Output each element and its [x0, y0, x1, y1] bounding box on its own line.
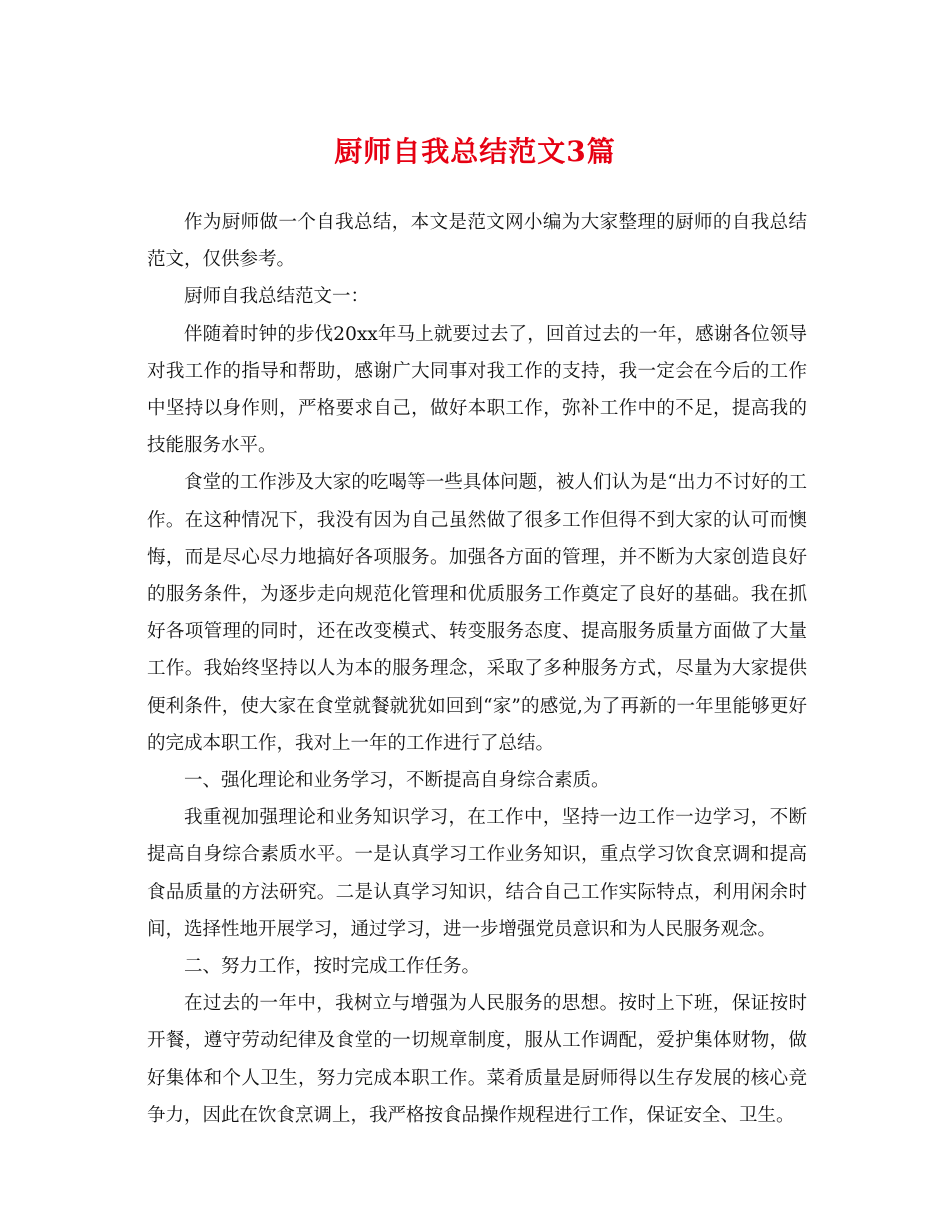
subheading-work: 二、努力工作，按时完成工作任务。	[184, 956, 481, 978]
body-paragraph: 在过去的一年中，我树立与增强为人民服务的思想。按时上下班，保证按时开餐，遵守劳动纪律及食堂的一切规章制度，服从工作调配，爱护集体财物，做好集体和个人卫生，努力完成本职工作。菜肴质量是厨师得以生存发展的核心竞争力，因此在饮食烹调上，我严格按食品操作规程进行工作，保证安全、卫生。	[147, 993, 807, 1126]
body-paragraph: 食堂的工作涉及大家的吃喝等一些具体问题，被人们认为是“出力不讨好的工作。在这种情况下，我没有因为自己虽然做了很多工作但得不到大家的认可而懊悔，而是尽心尽力地搞好各项服务。加强各方面的管理，并不断为大家创造良好的服务条件，为逐步走向规范化管理和优质服务工作奠定了良好的基础。我在抓好各项管理的同时，还在改变模式、转变服务态度、提高服务质量方面做了大量工作。我始终坚持以人为本的服务理念，采取了多种服务方式，尽量为大家提供便利条件，使大家在食堂就餐就犹如回到“家”的感觉,为了再新的一年里能够更好的完成本职工作，我对上一年的工作进行了总结。	[147, 472, 807, 754]
body-paragraph: 伴随着时钟的步伐20xx年马上就要过去了，回首过去的一年，感谢各位领导对我工作的指导和帮助，感谢广大同事对我工作的支持，我一定会在今后的工作中坚持以身作则，严格要求自己，做好本职工作，弥补工作中的不足，提高我的技能服务水平。	[147, 323, 807, 457]
document-title: 厨师自我总结范文3篇	[334, 135, 616, 168]
section-heading-sample-one: 厨师自我总结范文一：	[184, 286, 370, 308]
subheading-study: 一、强化理论和业务学习，不断提高自身综合素质。	[184, 770, 610, 792]
body-paragraph: 我重视加强理论和业务知识学习，在工作中，坚持一边工作一边学习，不断提高自身综合素质水平。一是认真学习工作业务知识，重点学习饮食烹调和提高食品质量的方法研究。二是认真学习知识，结合自己工作实际特点，利用闲余时间，选择性地开展学习，通过学习，进一步增强党员意识和为人民服务观念。	[147, 807, 807, 940]
document-body	[147, 204, 807, 1134]
intro-paragraph: 作为厨师做一个自我总结，本文是范文网小编为大家整理的厨师的自我总结范文，仅供参考。	[147, 212, 807, 271]
